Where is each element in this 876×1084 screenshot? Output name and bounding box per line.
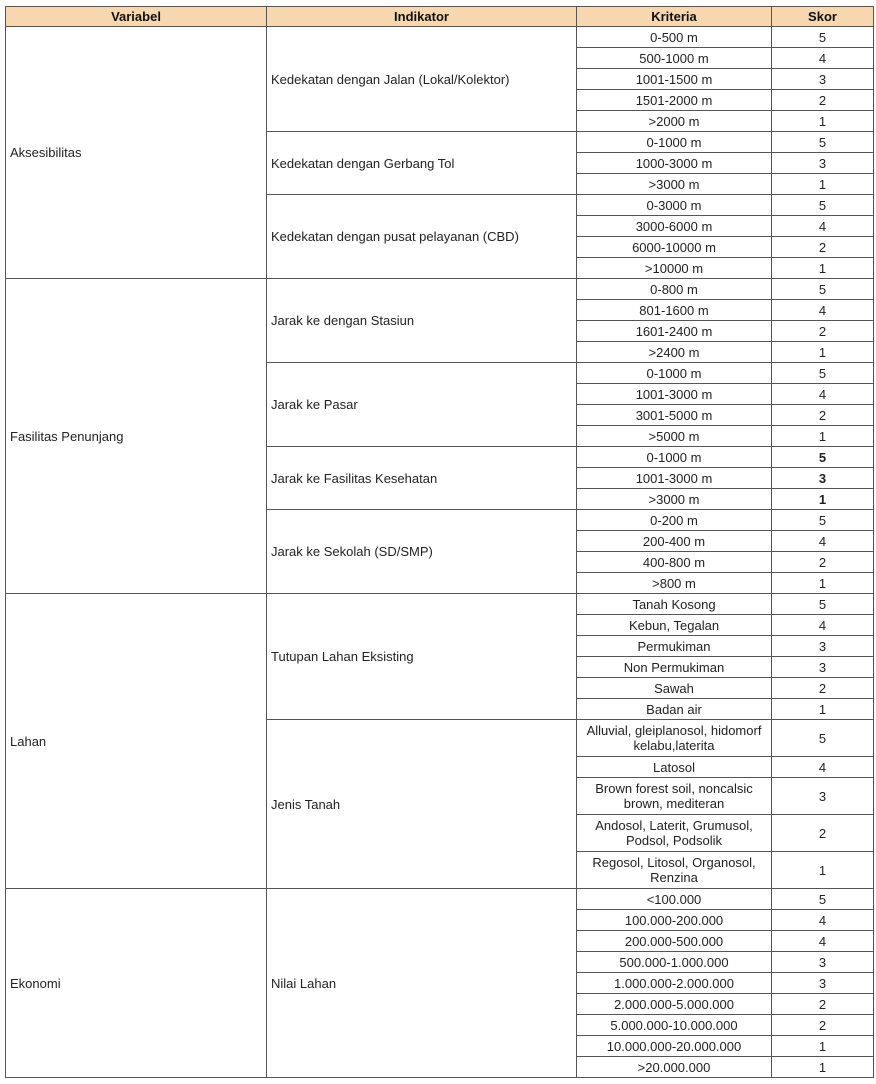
skor-cell: 4 bbox=[772, 48, 874, 69]
kriteria-cell: >5000 m bbox=[577, 426, 772, 447]
kriteria-cell: 500.000-1.000.000 bbox=[577, 952, 772, 973]
scoring-table-container bbox=[5, 6, 874, 1078]
kriteria-cell: Non Permukiman bbox=[577, 657, 772, 678]
table-row bbox=[6, 889, 874, 910]
kriteria-cell: Regosol, Litosol, Organosol, Renzina bbox=[577, 852, 772, 889]
variabel-cell: Lahan bbox=[6, 594, 267, 889]
skor-cell: 5 bbox=[772, 363, 874, 384]
skor-cell: 5 bbox=[772, 279, 874, 300]
skor-cell: 1 bbox=[772, 489, 874, 510]
skor-cell: 4 bbox=[772, 531, 874, 552]
indikator-cell: Jenis Tanah bbox=[267, 720, 577, 889]
skor-cell: 4 bbox=[772, 757, 874, 778]
header-skor: Skor bbox=[772, 7, 874, 27]
indikator-cell: Kedekatan dengan Gerbang Tol bbox=[267, 132, 577, 195]
kriteria-cell: Permukiman bbox=[577, 636, 772, 657]
skor-cell: 1 bbox=[772, 1036, 874, 1057]
skor-cell: 2 bbox=[772, 237, 874, 258]
kriteria-cell: 801-1600 m bbox=[577, 300, 772, 321]
kriteria-cell: 3001-5000 m bbox=[577, 405, 772, 426]
table-row bbox=[6, 594, 874, 615]
skor-cell: 1 bbox=[772, 699, 874, 720]
skor-cell: 5 bbox=[772, 132, 874, 153]
skor-cell: 2 bbox=[772, 678, 874, 699]
skor-cell: 1 bbox=[772, 174, 874, 195]
kriteria-cell: 0-1000 m bbox=[577, 363, 772, 384]
skor-cell: 2 bbox=[772, 321, 874, 342]
indikator-cell: Kedekatan dengan Jalan (Lokal/Kolektor) bbox=[267, 27, 577, 132]
skor-cell: 3 bbox=[772, 468, 874, 489]
skor-cell: 1 bbox=[772, 258, 874, 279]
kriteria-cell: >10000 m bbox=[577, 258, 772, 279]
skor-cell: 3 bbox=[772, 973, 874, 994]
kriteria-cell: 6000-10000 m bbox=[577, 237, 772, 258]
kriteria-cell: Sawah bbox=[577, 678, 772, 699]
kriteria-cell: 1501-2000 m bbox=[577, 90, 772, 111]
skor-cell: 5 bbox=[772, 594, 874, 615]
indikator-cell: Tutupan Lahan Eksisting bbox=[267, 594, 577, 720]
kriteria-cell: 1601-2400 m bbox=[577, 321, 772, 342]
kriteria-cell: Badan air bbox=[577, 699, 772, 720]
kriteria-cell: Brown forest soil, noncalsic brown, mediteran bbox=[577, 778, 772, 815]
kriteria-cell: Kebun, Tegalan bbox=[577, 615, 772, 636]
skor-cell: 3 bbox=[772, 153, 874, 174]
kriteria-cell: 1000-3000 m bbox=[577, 153, 772, 174]
kriteria-cell: Andosol, Laterit, Grumusol, Podsol, Podsolik bbox=[577, 815, 772, 852]
kriteria-cell: >2400 m bbox=[577, 342, 772, 363]
skor-cell: 2 bbox=[772, 994, 874, 1015]
kriteria-cell: >20.000.000 bbox=[577, 1057, 772, 1078]
variabel-cell: Ekonomi bbox=[6, 889, 267, 1078]
kriteria-cell: 500-1000 m bbox=[577, 48, 772, 69]
skor-cell: 2 bbox=[772, 552, 874, 573]
kriteria-cell: <100.000 bbox=[577, 889, 772, 910]
skor-cell: 1 bbox=[772, 111, 874, 132]
table-row bbox=[6, 27, 874, 48]
kriteria-cell: 0-1000 m bbox=[577, 447, 772, 468]
skor-cell: 4 bbox=[772, 615, 874, 636]
skor-cell: 5 bbox=[772, 27, 874, 48]
skor-cell: 1 bbox=[772, 573, 874, 594]
skor-cell: 4 bbox=[772, 384, 874, 405]
skor-cell: 5 bbox=[772, 195, 874, 216]
skor-cell: 3 bbox=[772, 69, 874, 90]
table-body bbox=[6, 27, 874, 1078]
indikator-cell: Jarak ke Sekolah (SD/SMP) bbox=[267, 510, 577, 594]
kriteria-cell: 0-3000 m bbox=[577, 195, 772, 216]
header-kriteria: Kriteria bbox=[577, 7, 772, 27]
skor-cell: 3 bbox=[772, 636, 874, 657]
kriteria-cell: Tanah Kosong bbox=[577, 594, 772, 615]
kriteria-cell: 0-1000 m bbox=[577, 132, 772, 153]
kriteria-cell: 1001-1500 m bbox=[577, 69, 772, 90]
header-variabel: Variabel bbox=[6, 7, 267, 27]
kriteria-cell: 0-500 m bbox=[577, 27, 772, 48]
skor-cell: 3 bbox=[772, 778, 874, 815]
skor-cell: 5 bbox=[772, 889, 874, 910]
indikator-cell: Kedekatan dengan pusat pelayanan (CBD) bbox=[267, 195, 577, 279]
indikator-cell: Nilai Lahan bbox=[267, 889, 577, 1078]
kriteria-cell: 2.000.000-5.000.000 bbox=[577, 994, 772, 1015]
variabel-cell: Fasilitas Penunjang bbox=[6, 279, 267, 594]
variabel-cell: Aksesibilitas bbox=[6, 27, 267, 279]
skor-cell: 1 bbox=[772, 1057, 874, 1078]
kriteria-cell: 400-800 m bbox=[577, 552, 772, 573]
skor-cell: 1 bbox=[772, 342, 874, 363]
skor-cell: 1 bbox=[772, 852, 874, 889]
kriteria-cell: Latosol bbox=[577, 757, 772, 778]
kriteria-cell: 10.000.000-20.000.000 bbox=[577, 1036, 772, 1057]
kriteria-cell: 3000-6000 m bbox=[577, 216, 772, 237]
kriteria-cell: 200.000-500.000 bbox=[577, 931, 772, 952]
skor-cell: 3 bbox=[772, 657, 874, 678]
skor-cell: 4 bbox=[772, 216, 874, 237]
kriteria-cell: >800 m bbox=[577, 573, 772, 594]
skor-cell: 5 bbox=[772, 447, 874, 468]
indikator-cell: Jarak ke dengan Stasiun bbox=[267, 279, 577, 363]
kriteria-cell: 1001-3000 m bbox=[577, 384, 772, 405]
table-row bbox=[6, 279, 874, 300]
kriteria-cell: 1001-3000 m bbox=[577, 468, 772, 489]
skor-cell: 2 bbox=[772, 1015, 874, 1036]
kriteria-cell: 100.000-200.000 bbox=[577, 910, 772, 931]
kriteria-cell: >2000 m bbox=[577, 111, 772, 132]
indikator-cell: Jarak ke Fasilitas Kesehatan bbox=[267, 447, 577, 510]
kriteria-cell: Alluvial, gleiplanosol, hidomorf kelabu,laterita bbox=[577, 720, 772, 757]
skor-cell: 5 bbox=[772, 720, 874, 757]
kriteria-cell: 5.000.000-10.000.000 bbox=[577, 1015, 772, 1036]
kriteria-cell: >3000 m bbox=[577, 489, 772, 510]
skor-cell: 1 bbox=[772, 426, 874, 447]
kriteria-cell: 1.000.000-2.000.000 bbox=[577, 973, 772, 994]
indikator-cell: Jarak ke Pasar bbox=[267, 363, 577, 447]
kriteria-cell: 200-400 m bbox=[577, 531, 772, 552]
scoring-table bbox=[5, 6, 874, 1078]
kriteria-cell: 0-800 m bbox=[577, 279, 772, 300]
skor-cell: 4 bbox=[772, 300, 874, 321]
skor-cell: 2 bbox=[772, 90, 874, 111]
skor-cell: 2 bbox=[772, 815, 874, 852]
skor-cell: 2 bbox=[772, 405, 874, 426]
skor-cell: 3 bbox=[772, 952, 874, 973]
skor-cell: 4 bbox=[772, 910, 874, 931]
header-indikator: Indikator bbox=[267, 7, 577, 27]
skor-cell: 4 bbox=[772, 931, 874, 952]
skor-cell: 5 bbox=[772, 510, 874, 531]
kriteria-cell: 0-200 m bbox=[577, 510, 772, 531]
table-header-row bbox=[6, 7, 874, 27]
kriteria-cell: >3000 m bbox=[577, 174, 772, 195]
